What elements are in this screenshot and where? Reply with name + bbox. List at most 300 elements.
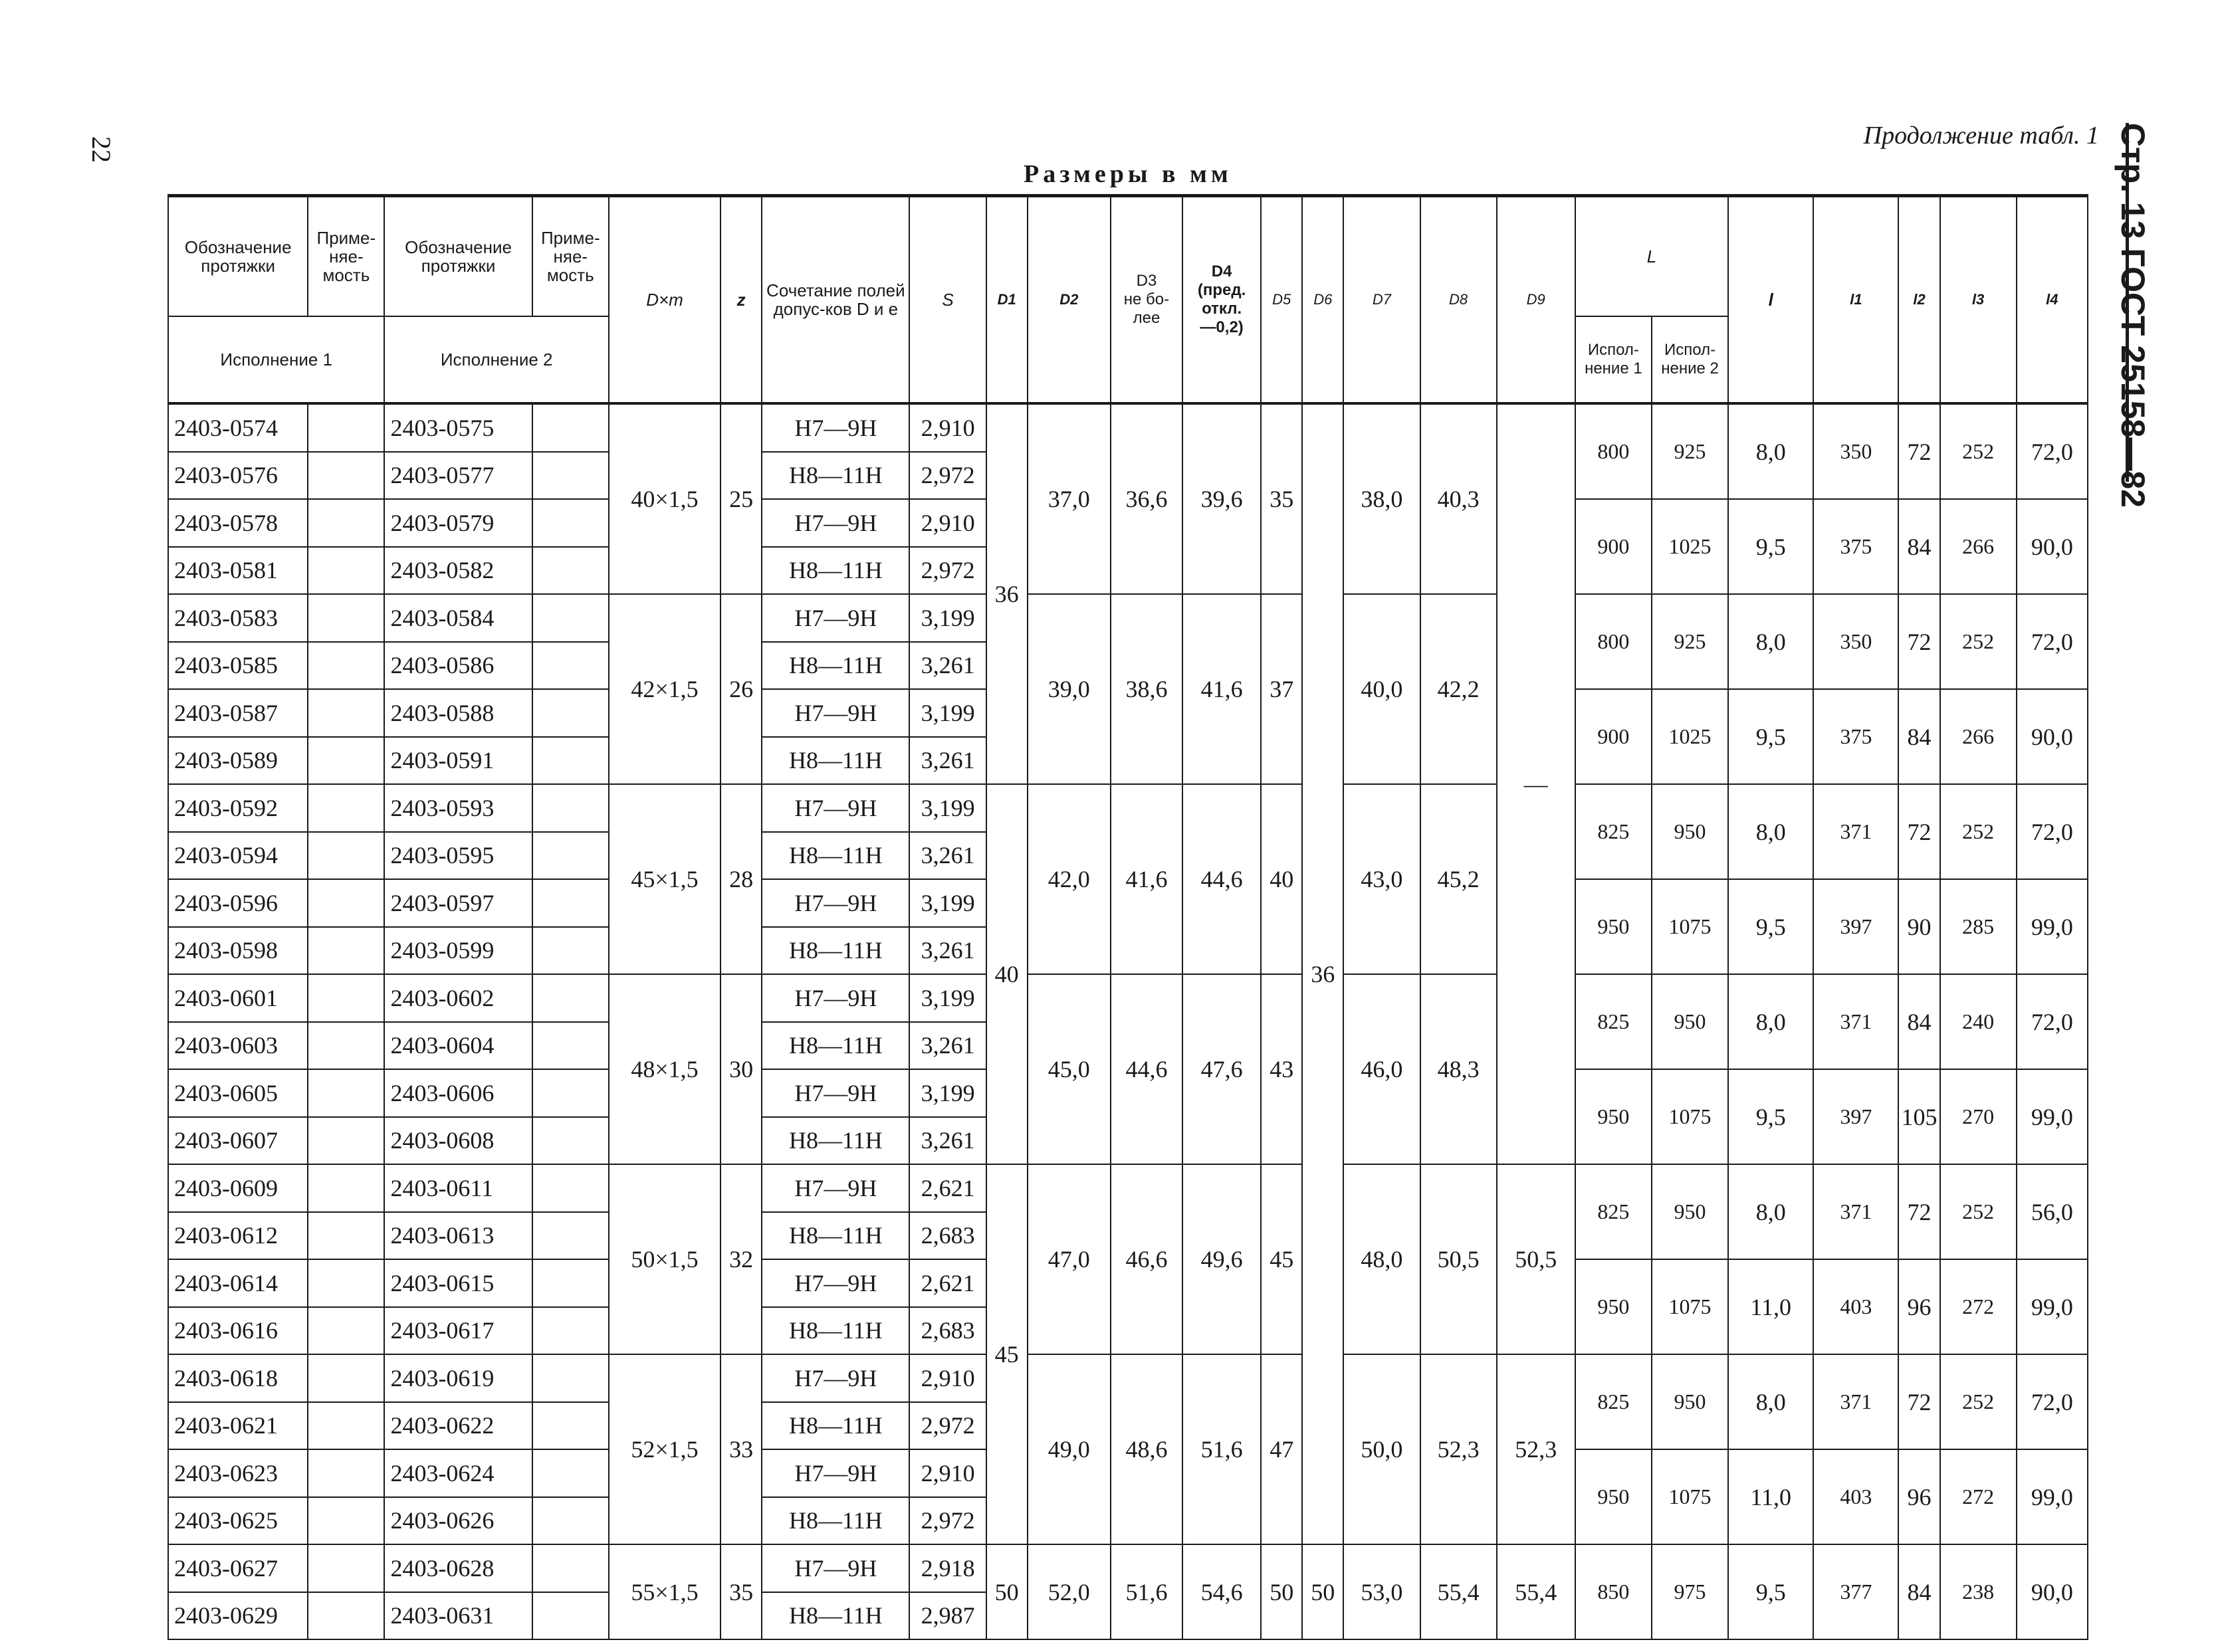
header-d4: D4 (пред. откл. —0,2) [1182,196,1261,404]
designation-version-2: 2403-0579 [384,499,532,547]
designation-version-1: 2403-0592 [168,784,308,832]
l1-cell: 371 [1813,784,1898,879]
l4-cell: 72,0 [2017,403,2088,499]
designation-version-2: 2403-0584 [384,594,532,642]
fit-cell: H7—9H [762,784,909,832]
l3-cell: 266 [1940,499,2017,594]
d7-cell: 38,0 [1343,403,1420,594]
l2-cell: 925 [1652,594,1728,689]
applicability-version-2 [532,1069,609,1117]
d1-cell: 40 [986,784,1028,1164]
s-cell: 2,972 [909,547,986,595]
l4-cell: 99,0 [2017,1069,2088,1164]
z-cell: 35 [720,1544,762,1639]
applicability-version-1 [308,1497,384,1545]
applicability-version-2 [532,1117,609,1165]
applicability-version-1 [308,1069,384,1117]
d4-cell: 51,6 [1182,1354,1261,1544]
s-cell: 2,910 [909,1354,986,1402]
applicability-version-2 [532,879,609,927]
l3-cell: 285 [1940,879,2017,974]
d6-cell: 36 [1302,403,1343,1544]
l1-cell: 403 [1813,1259,1898,1354]
dxm-cell: 48×1,5 [609,974,720,1164]
l1-cell: 900 [1575,499,1652,594]
designation-version-1: 2403-0614 [168,1259,308,1307]
applicability-version-1 [308,927,384,975]
applicability-version-2 [532,547,609,595]
designation-version-1: 2403-0596 [168,879,308,927]
fit-cell: H7—9H [762,1544,909,1592]
d1-cell: 45 [986,1164,1028,1544]
d8-cell: 52,3 [1420,1354,1497,1544]
header-l: l [1728,196,1813,404]
l3-cell: 266 [1940,689,2017,784]
designation-version-1: 2403-0607 [168,1117,308,1165]
l1-cell: 371 [1813,1164,1898,1259]
standard-page-header: Стр. 13 ГОСТ 25158—82 [2114,123,2152,508]
fit-cell: H8—11H [762,832,909,880]
applicability-version-1 [308,1354,384,1402]
d8-cell: 40,3 [1420,403,1497,594]
fit-cell: H8—11H [762,927,909,975]
dxm-cell: 40×1,5 [609,403,720,594]
designation-version-1: 2403-0616 [168,1307,308,1355]
d9-cell: 50,5 [1497,1164,1575,1354]
applicability-version-2 [532,737,609,785]
l1-cell: 403 [1813,1449,1898,1544]
z-cell: 26 [720,594,762,784]
d9-cell: — [1497,403,1575,1164]
fit-cell: H7—9H [762,689,909,737]
designation-version-1: 2403-0618 [168,1354,308,1402]
dxm-cell: 50×1,5 [609,1164,720,1354]
fit-cell: H7—9H [762,1449,909,1497]
l2-cell: 1075 [1652,1259,1728,1354]
d7-cell: 40,0 [1343,594,1420,784]
s-cell: 3,199 [909,879,986,927]
l3-cell: 252 [1940,403,2017,499]
s-cell: 3,261 [909,832,986,880]
designation-version-1: 2403-0585 [168,642,308,690]
d4-cell: 39,6 [1182,403,1261,594]
l1-cell: 950 [1575,1449,1652,1544]
s-cell: 3,261 [909,927,986,975]
header-fit: Сочетание полей допус-ков D и e [762,196,909,404]
header-d3: D3 не бо- лее [1111,196,1182,404]
s-cell: 3,199 [909,594,986,642]
l1-cell: 397 [1813,879,1898,974]
l2-cell: 96 [1898,1259,1939,1354]
header-d1: D1 [986,196,1028,404]
d3-cell: 36,6 [1111,403,1182,594]
applicability-version-2 [532,594,609,642]
applicability-version-2 [532,1259,609,1307]
l2-cell: 72 [1898,403,1939,499]
l3-cell: 240 [1940,974,2017,1069]
dxm-cell: 42×1,5 [609,594,720,784]
header-d2: D2 [1028,196,1111,404]
l2-cell: 84 [1898,1544,1939,1639]
d8-cell: 42,2 [1420,594,1497,784]
fit-cell: H8—11H [762,642,909,690]
header-d8: D8 [1420,196,1497,404]
fit-cell: H7—9H [762,974,909,1022]
l1-cell: 371 [1813,974,1898,1069]
d5-cell: 40 [1261,784,1302,974]
s-cell: 2,972 [909,452,986,500]
s-cell: 2,683 [909,1212,986,1260]
d5-cell: 50 [1261,1544,1302,1639]
l3-cell: 272 [1940,1259,2017,1354]
applicability-version-1 [308,1307,384,1355]
applicability-version-2 [532,1164,609,1212]
applicability-version-1 [308,1259,384,1307]
header-l1: l1 [1813,196,1898,404]
d1-cell: 36 [986,403,1028,784]
fit-cell: H7—9H [762,403,909,452]
l2-cell: 1075 [1652,879,1728,974]
fit-cell: H8—11H [762,1497,909,1545]
applicability-version-2 [532,1307,609,1355]
designation-version-2: 2403-0617 [384,1307,532,1355]
l1-cell: 350 [1813,403,1898,499]
fit-cell: H7—9H [762,1259,909,1307]
designation-version-1: 2403-0598 [168,927,308,975]
header-L-version-1: Испол- нение 1 [1575,316,1652,403]
fit-cell: H8—11H [762,1022,909,1070]
designation-version-2: 2403-0602 [384,974,532,1022]
l1-cell: 375 [1813,499,1898,594]
s-cell: 2,972 [909,1497,986,1545]
applicability-version-1 [308,403,384,452]
l2-cell: 950 [1652,1164,1728,1259]
fit-cell: H8—11H [762,737,909,785]
applicability-version-2 [532,1022,609,1070]
applicability-version-2 [532,452,609,500]
l1-cell: 377 [1813,1544,1898,1639]
designation-version-2: 2403-0619 [384,1354,532,1402]
designation-version-1: 2403-0587 [168,689,308,737]
fit-cell: H8—11H [762,1402,909,1450]
l-cell: 9,5 [1728,689,1813,784]
l4-cell: 56,0 [2017,1164,2088,1259]
l-cell: 8,0 [1728,403,1813,499]
applicability-version-2 [532,1402,609,1450]
l1-cell: 350 [1813,594,1898,689]
header-applicability-1: Приме- няе- мость [308,196,384,317]
l-cell: 9,5 [1728,879,1813,974]
l1-cell: 397 [1813,1069,1898,1164]
header-designation-2: Обозначение протяжки [384,196,532,317]
fit-cell: H8—11H [762,452,909,500]
l2-cell: 84 [1898,689,1939,784]
table-row [168,974,2088,1022]
designation-version-1: 2403-0601 [168,974,308,1022]
l2-cell: 84 [1898,974,1939,1069]
header-d5: D5 [1261,196,1302,404]
fit-cell: H8—11H [762,1307,909,1355]
dxm-cell: 55×1,5 [609,1544,720,1639]
applicability-version-1 [308,784,384,832]
applicability-version-2 [532,1544,609,1592]
applicability-version-1 [308,1544,384,1592]
d2-cell: 49,0 [1028,1354,1111,1544]
d8-cell: 55,4 [1420,1544,1497,1639]
applicability-version-2 [532,642,609,690]
applicability-version-2 [532,927,609,975]
applicability-version-2 [532,689,609,737]
applicability-version-1 [308,499,384,547]
s-cell: 3,261 [909,737,986,785]
z-cell: 33 [720,1354,762,1544]
applicability-version-1 [308,689,384,737]
designation-version-2: 2403-0575 [384,403,532,452]
d8-cell: 45,2 [1420,784,1497,974]
designation-version-2: 2403-0588 [384,689,532,737]
l1-cell: 950 [1575,1259,1652,1354]
designation-version-2: 2403-0626 [384,1497,532,1545]
table-row [168,784,2088,832]
l2-cell: 96 [1898,1449,1939,1544]
l2-cell: 925 [1652,403,1728,499]
d3-cell: 41,6 [1111,784,1182,974]
l4-cell: 99,0 [2017,1449,2088,1544]
fit-cell: H7—9H [762,594,909,642]
l4-cell: 90,0 [2017,1544,2088,1639]
header-d7: D7 [1343,196,1420,404]
designation-version-2: 2403-0586 [384,642,532,690]
header-applicability-2: Приме- няе- мость [532,196,609,317]
z-cell: 30 [720,974,762,1164]
s-cell: 2,987 [909,1592,986,1640]
applicability-version-2 [532,403,609,452]
l-cell: 8,0 [1728,974,1813,1069]
l1-cell: 800 [1575,403,1652,499]
l4-cell: 72,0 [2017,974,2088,1069]
l2-cell: 950 [1652,974,1728,1069]
s-cell: 3,199 [909,974,986,1022]
s-cell: 2,910 [909,403,986,452]
d8-cell: 50,5 [1420,1164,1497,1354]
designation-version-1: 2403-0609 [168,1164,308,1212]
l3-cell: 252 [1940,784,2017,879]
designation-version-1: 2403-0629 [168,1592,308,1640]
fit-cell: H8—11H [762,1212,909,1260]
z-cell: 25 [720,403,762,594]
header-z: z [720,196,762,404]
designation-version-2: 2403-0593 [384,784,532,832]
l4-cell: 99,0 [2017,1259,2088,1354]
applicability-version-1 [308,1164,384,1212]
fit-cell: H8—11H [762,1592,909,1640]
applicability-version-2 [532,1497,609,1545]
header-dxm: D×m [609,196,720,404]
units-caption: Размеры в мм [1024,160,1232,188]
s-cell: 2,918 [909,1544,986,1592]
designation-version-2: 2403-0582 [384,547,532,595]
l4-cell: 72,0 [2017,594,2088,689]
l1-cell: 825 [1575,784,1652,879]
designation-version-1: 2403-0583 [168,594,308,642]
s-cell: 3,261 [909,1117,986,1165]
designation-version-1: 2403-0576 [168,452,308,500]
applicability-version-2 [532,1212,609,1260]
d4-cell: 41,6 [1182,594,1261,784]
designation-version-1: 2403-0625 [168,1497,308,1545]
header-designation-1: Обозначение протяжки [168,196,308,317]
applicability-version-1 [308,832,384,880]
d3-cell: 38,6 [1111,594,1182,784]
l-cell: 9,5 [1728,1069,1813,1164]
d2-cell: 37,0 [1028,403,1111,594]
fit-cell: H7—9H [762,1354,909,1402]
designation-version-2: 2403-0628 [384,1544,532,1592]
header-l2: l2 [1898,196,1939,404]
s-cell: 2,910 [909,499,986,547]
d5-cell: 43 [1261,974,1302,1164]
header-L-version-2: Испол- нение 2 [1652,316,1728,403]
designation-version-2: 2403-0597 [384,879,532,927]
l4-cell: 90,0 [2017,689,2088,784]
s-cell: 2,621 [909,1164,986,1212]
d9-cell: 52,3 [1497,1354,1575,1544]
header-d9: D9 [1497,196,1575,404]
applicability-version-2 [532,832,609,880]
designation-version-2: 2403-0613 [384,1212,532,1260]
l4-cell: 99,0 [2017,879,2088,974]
l2-cell: 90 [1898,879,1939,974]
designation-version-1: 2403-0594 [168,832,308,880]
designation-version-2: 2403-0622 [384,1402,532,1450]
l1-cell: 825 [1575,1164,1652,1259]
d9-cell: 55,4 [1497,1544,1575,1639]
d2-cell: 52,0 [1028,1544,1111,1639]
applicability-version-1 [308,974,384,1022]
designation-version-2: 2403-0604 [384,1022,532,1070]
l1-cell: 825 [1575,974,1652,1069]
d7-cell: 43,0 [1343,784,1420,974]
l1-cell: 900 [1575,689,1652,784]
d3-cell: 48,6 [1111,1354,1182,1544]
d4-cell: 54,6 [1182,1544,1261,1639]
d5-cell: 45 [1261,1164,1302,1354]
d2-cell: 47,0 [1028,1164,1111,1354]
d1-cell: 50 [986,1544,1028,1639]
table-row [168,1164,2088,1212]
designation-version-1: 2403-0581 [168,547,308,595]
applicability-version-1 [308,879,384,927]
designation-version-2: 2403-0608 [384,1117,532,1165]
l4-cell: 90,0 [2017,499,2088,594]
l2-cell: 84 [1898,499,1939,594]
d5-cell: 37 [1261,594,1302,784]
header-s: S [909,196,986,404]
designation-version-1: 2403-0627 [168,1544,308,1592]
table-row [168,1544,2088,1592]
applicability-version-2 [532,1354,609,1402]
l3-cell: 272 [1940,1449,2017,1544]
l4-cell: 72,0 [2017,1354,2088,1449]
d8-cell: 48,3 [1420,974,1497,1164]
applicability-version-1 [308,1117,384,1165]
fit-cell: H7—9H [762,879,909,927]
l4-cell: 72,0 [2017,784,2088,879]
applicability-version-2 [532,1592,609,1640]
d7-cell: 53,0 [1343,1544,1420,1639]
l2-cell: 975 [1652,1544,1728,1639]
s-cell: 3,199 [909,689,986,737]
l2-cell: 1025 [1652,689,1728,784]
applicability-version-1 [308,1592,384,1640]
l1-cell: 850 [1575,1544,1652,1639]
s-cell: 2,972 [909,1402,986,1450]
d6-cell: 50 [1302,1544,1343,1639]
header-L: L [1575,196,1728,317]
table-row [168,403,2088,452]
header-version-1: Исполнение 1 [168,316,384,403]
l-cell: 8,0 [1728,784,1813,879]
d2-cell: 42,0 [1028,784,1111,974]
s-cell: 3,261 [909,1022,986,1070]
l2-cell: 1075 [1652,1449,1728,1544]
designation-version-2: 2403-0631 [384,1592,532,1640]
designation-version-1: 2403-0623 [168,1449,308,1497]
designation-version-2: 2403-0615 [384,1259,532,1307]
l1-cell: 950 [1575,879,1652,974]
z-cell: 28 [720,784,762,974]
l1-cell: 800 [1575,594,1652,689]
applicability-version-1 [308,452,384,500]
l2-cell: 72 [1898,594,1939,689]
applicability-version-1 [308,1022,384,1070]
l3-cell: 252 [1940,594,2017,689]
s-cell: 2,683 [909,1307,986,1355]
d4-cell: 49,6 [1182,1164,1261,1354]
d5-cell: 47 [1261,1354,1302,1544]
dxm-cell: 52×1,5 [609,1354,720,1544]
designation-version-2: 2403-0577 [384,452,532,500]
designation-version-2: 2403-0591 [384,737,532,785]
applicability-version-1 [308,737,384,785]
fit-cell: H8—11H [762,547,909,595]
applicability-version-1 [308,594,384,642]
header-d6: D6 [1302,196,1343,404]
s-cell: 3,199 [909,1069,986,1117]
applicability-version-1 [308,642,384,690]
d4-cell: 47,6 [1182,974,1261,1164]
l-cell: 8,0 [1728,1354,1813,1449]
l1-cell: 825 [1575,1354,1652,1449]
applicability-version-1 [308,547,384,595]
l2-cell: 72 [1898,1164,1939,1259]
l2-cell: 105 [1898,1069,1939,1164]
z-cell: 32 [720,1164,762,1354]
designation-version-1: 2403-0578 [168,499,308,547]
l2-cell: 950 [1652,1354,1728,1449]
d7-cell: 50,0 [1343,1354,1420,1544]
l-cell: 9,5 [1728,499,1813,594]
designation-version-2: 2403-0611 [384,1164,532,1212]
l3-cell: 252 [1940,1354,2017,1449]
s-cell: 2,621 [909,1259,986,1307]
s-cell: 3,199 [909,784,986,832]
designation-version-1: 2403-0603 [168,1022,308,1070]
d7-cell: 48,0 [1343,1164,1420,1354]
l2-cell: 1025 [1652,499,1728,594]
fit-cell: H8—11H [762,1117,909,1165]
l1-cell: 375 [1813,689,1898,784]
